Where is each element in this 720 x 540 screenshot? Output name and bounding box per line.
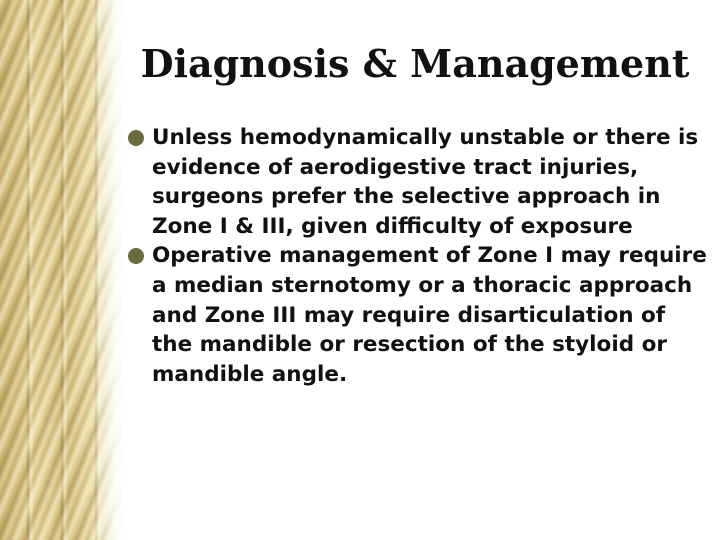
- bullet-dot-icon: [128, 248, 144, 264]
- bullet-item: [128, 241, 708, 389]
- bullet-dot-icon: [128, 130, 144, 146]
- bullet-text: Operative management of Zone I may require a median sternotomy or a thoracic approach and Zone III may require disarticulation of the mandible or resection of the styloid or mandible angle.: [152, 243, 707, 387]
- bullet-item: [128, 123, 708, 241]
- bullet-text: Unless hemodynamically unstable or there is evidence of aerodigestive tract injuries, surgeons prefer the selective approach in Zone I & III, given difficulty of exposure: [152, 125, 699, 239]
- slide-title: Diagnosis & Management: [140, 41, 690, 86]
- bullet-list: [128, 123, 708, 389]
